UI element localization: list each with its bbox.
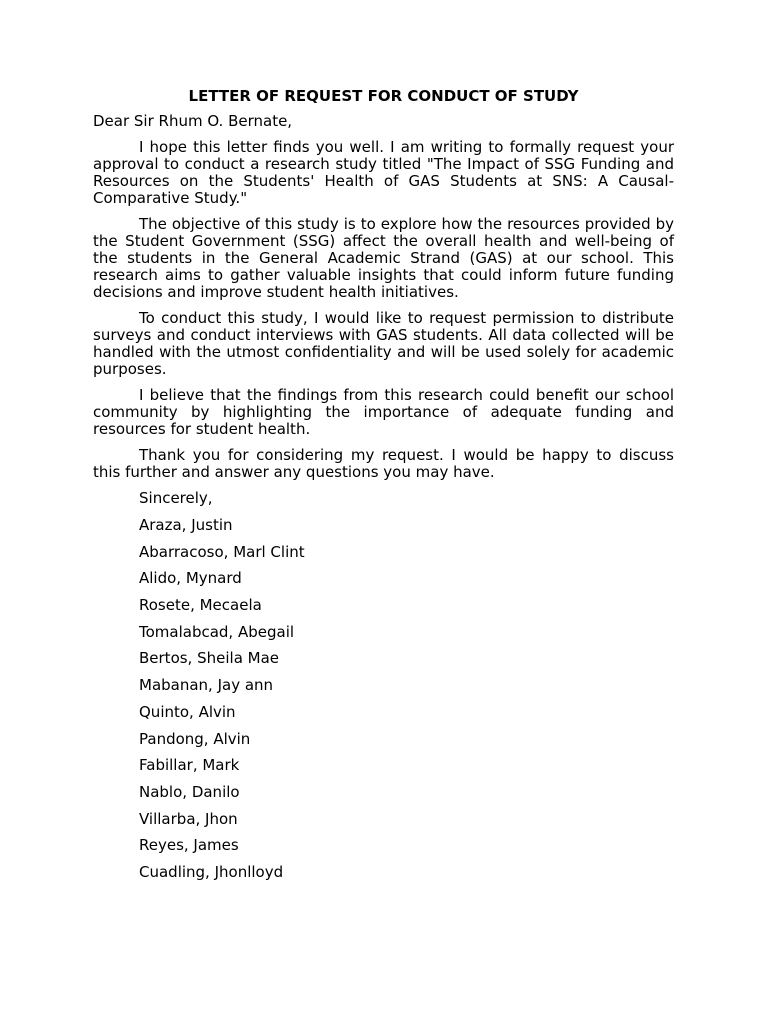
signatory-name: Quinto, Alvin	[139, 702, 236, 721]
signatory-name: Abarracoso, Marl Clint	[139, 542, 305, 561]
paragraph-benefit: I believe that the findings from this research could benefit our school community by highlighting the importance of adequate funding and resources for student health.	[93, 386, 674, 438]
signatory-name: Rosete, Mecaela	[139, 596, 262, 615]
signatory-list	[139, 517, 674, 891]
signatory-name: Villarba, Jhon	[139, 809, 238, 828]
signatory-name: Araza, Justin	[139, 516, 233, 534]
signatory-name: Nablo, Danilo	[139, 782, 240, 801]
signatory-name: Mabanan, Jay ann	[139, 676, 274, 695]
letter-page	[93, 86, 674, 891]
paragraph-method: To conduct this study, I would like to request permission to distribute surveys and conduct interviews with GAS students. All data collected will be handled with the utmost confidentiality and will be used solely for academic purposes.	[93, 309, 674, 378]
signatory-name: Reyes, James	[139, 836, 239, 855]
signatory-name: Bertos, Sheila Mae	[139, 649, 280, 668]
signatory-name: Cuadling, Jhonlloyd	[139, 862, 284, 881]
paragraph-thanks: Thank you for considering my request. I would be happy to discuss this further and answer any questions you may have.	[93, 446, 674, 481]
closing: Sincerely,	[139, 489, 213, 507]
signatory-name: Tomalabcad, Abegail	[139, 622, 295, 641]
signatory-name: Fabillar, Mark	[139, 756, 240, 775]
paragraph-intro: I hope this letter finds you well. I am writing to formally request your approval to conduct a research study titled "The Impact of SSG Funding and Resources on the Students' Health of GAS Students at SNS: A Causal-Comparative Study."	[93, 138, 674, 207]
signatory-name: Pandong, Alvin	[139, 729, 251, 748]
signatory-name: Alido, Mynard	[139, 569, 242, 588]
paragraph-objective: The objective of this study is to explore how the resources provided by the Student Government (SSG) affect the overall health and well-being of the students in the General Academic Strand (GAS) at our school. This research aims to gather valuable insights that could inform future funding decisions and improve student health initiatives.	[93, 215, 674, 301]
letter-title: LETTER OF REQUEST FOR CONDUCT OF STUDY	[188, 87, 579, 105]
salutation: Dear Sir Rhum O. Bernate,	[93, 112, 293, 130]
